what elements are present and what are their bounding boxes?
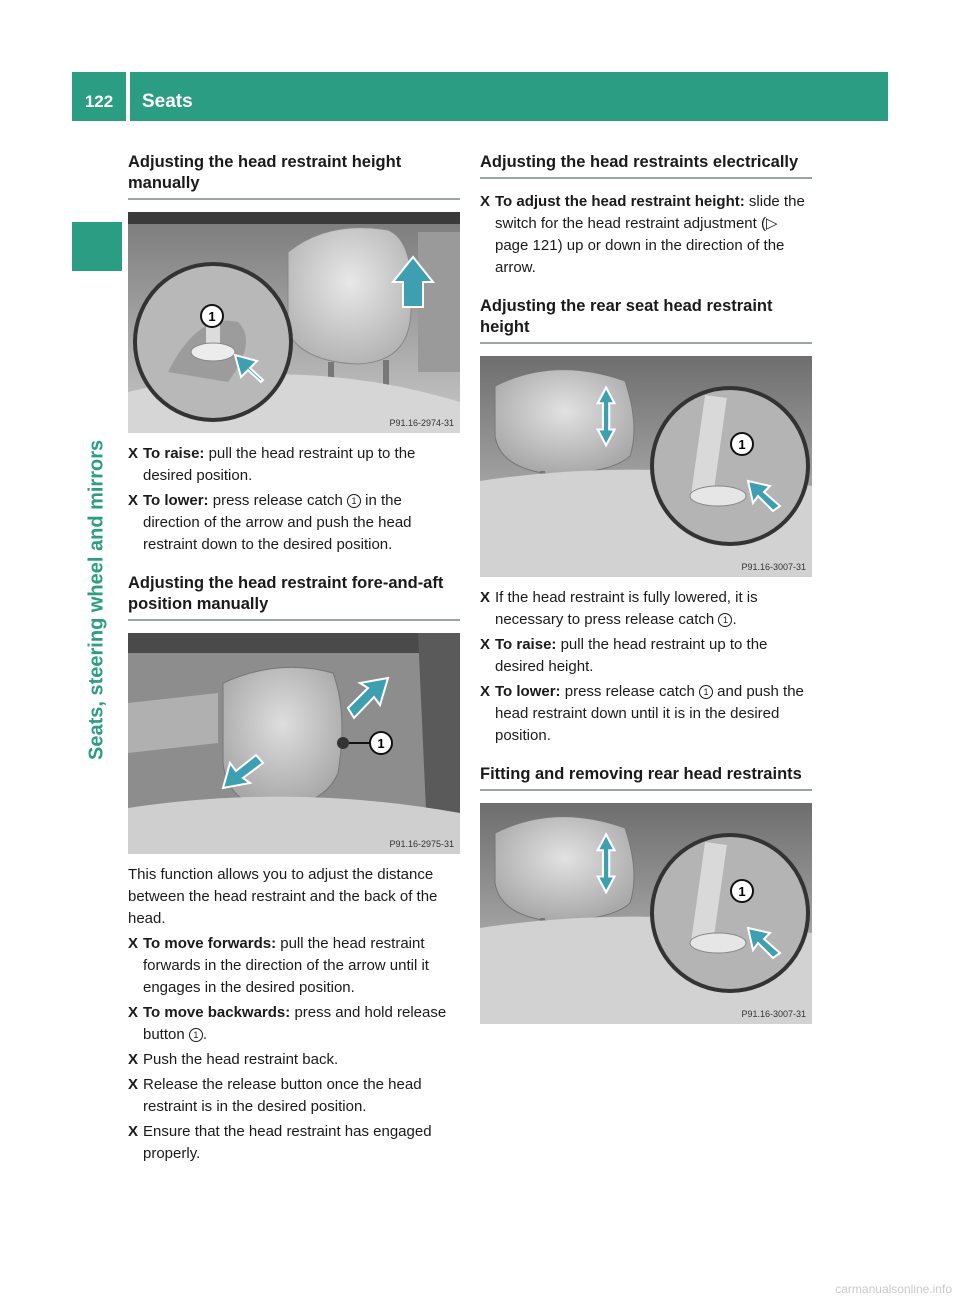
callout-1: 1 — [189, 1028, 203, 1042]
figure-head-restraint-height — [128, 212, 460, 433]
step-item: X To raise: pull the head restraint up to the desired height. — [480, 636, 768, 675]
step-marker: X — [128, 445, 139, 462]
page-reference-link[interactable]: ▷ page 121 — [495, 215, 778, 254]
callout-1: 1 — [347, 494, 361, 508]
callout-1: 1 — [738, 437, 746, 452]
step-item: X To lower: press release catch 1 in the direction of the arrow and push the head restraint down to the desired position. — [128, 492, 412, 553]
step-marker: X — [128, 1076, 139, 1093]
step-item: X To move forwards: pull the head restraint forwards in the direction of the arrow until it engages in the desired position. — [128, 935, 429, 996]
step-item: X To adjust the head restraint height: slide the switch for the head restraint adjustment (▷ page 121) up or down in the direction of the arrow. — [480, 193, 805, 276]
callout-1: 1 — [738, 884, 746, 899]
chapter-label: Seats, steering wheel and mirrors — [85, 439, 108, 760]
step-item: X If the head restraint is fully lowered, it is necessary to press release catch 1 . — [480, 589, 758, 628]
section-title: Seats — [142, 91, 193, 112]
callout-1: 1 — [718, 613, 732, 627]
chapter-tab — [72, 280, 122, 760]
steps-fore-aft — [128, 933, 460, 1165]
step-item: X Push the head restraint back. — [128, 1049, 460, 1071]
step-marker: X — [480, 193, 491, 210]
step-marker: X — [480, 589, 491, 606]
figure-rear-head-restraint-height — [480, 356, 812, 577]
heading-rear-height: Adjusting the rear seat head restraint height — [480, 296, 812, 344]
callout-1: 1 — [699, 685, 713, 699]
step-marker: X — [128, 1004, 139, 1021]
callout-1: 1 — [208, 309, 216, 324]
figure-code: P91.16-3007-31 — [741, 562, 806, 572]
steps-rear-height — [480, 587, 812, 747]
steps-electric — [480, 191, 812, 279]
figure-code: P91.16-2975-31 — [389, 839, 454, 849]
step-item: X To move backwards: press and hold release button 1 . — [128, 1004, 447, 1043]
steps-height-manual — [128, 443, 460, 556]
step-item: X Release the release button once the head restraint is in the desired position. — [128, 1076, 422, 1115]
callout-1: 1 — [377, 736, 385, 751]
step-item: X To raise: pull the head restraint up to the desired position. — [128, 445, 416, 484]
page-header — [72, 72, 888, 121]
step-marker: X — [128, 1123, 139, 1140]
watermark: carmanualsonline.info — [835, 1282, 952, 1296]
chapter-tab-block — [72, 222, 122, 271]
step-item: X To lower: press release catch 1 and push the head restraint down until it is in the desired position. — [480, 683, 804, 744]
figure-head-restraint-fore-aft — [128, 633, 460, 854]
figure-code: P91.16-3007-31 — [741, 1009, 806, 1019]
figure-rear-head-restraint-fitting — [480, 803, 812, 1024]
step-item: X Ensure that the head restraint has engaged properly. — [128, 1123, 432, 1162]
step-marker: X — [128, 1051, 139, 1068]
heading-fore-aft: Adjusting the head restraint fore-and-aft position manually — [128, 573, 460, 621]
heading-fitting-removing: Fitting and removing rear head restraints — [480, 764, 812, 791]
step-marker: X — [480, 683, 491, 700]
step-marker: X — [480, 636, 491, 653]
step-marker: X — [128, 935, 139, 952]
right-column — [480, 152, 812, 1034]
figure-code: P91.16-2974-31 — [389, 418, 454, 428]
fore-aft-intro: This function allows you to adjust the distance between the head restraint and the back of the head. — [128, 866, 438, 927]
heading-electric: Adjusting the head restraints electrically — [480, 152, 812, 179]
step-marker: X — [128, 492, 139, 509]
left-column — [128, 152, 460, 1168]
header-divider — [126, 72, 130, 121]
page-number: 122 — [84, 92, 114, 111]
heading-height-manual: Adjusting the head restraint height manually — [128, 152, 460, 200]
